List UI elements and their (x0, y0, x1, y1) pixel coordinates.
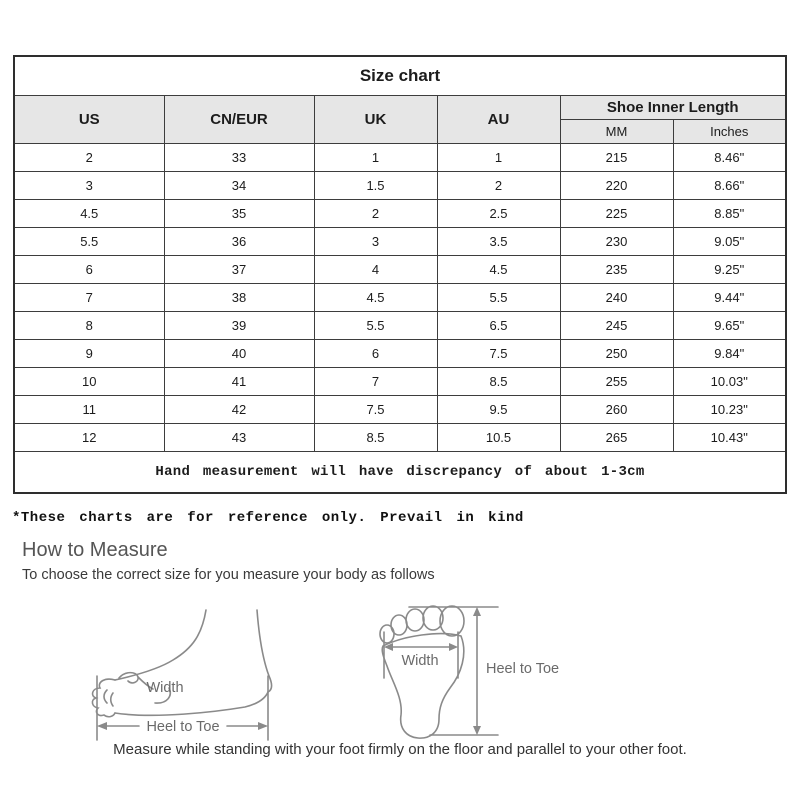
table-row (14, 368, 786, 396)
size-cell: 4.5 (437, 256, 560, 284)
size-cell: 9 (14, 340, 164, 368)
size-cell: 8.66" (673, 172, 786, 200)
size-cell: 8.5 (314, 424, 437, 452)
column-header-us: US (14, 96, 164, 144)
size-cell: 9.44" (673, 284, 786, 312)
width-arrowhead-right (449, 643, 458, 651)
size-cell: 10.03" (673, 368, 786, 396)
size-cell: 7.5 (437, 340, 560, 368)
size-cell: 10.43" (673, 424, 786, 452)
size-cell: 1 (314, 144, 437, 172)
column-header-cn-eur: CN/EUR (164, 96, 314, 144)
size-cell: 40 (164, 340, 314, 368)
heel-to-toe-label: Heel to Toe (146, 719, 220, 735)
size-chart-title: Size chart (14, 56, 786, 96)
size-cell: 230 (560, 228, 673, 256)
foot-side-sole-line (115, 692, 268, 715)
foot-top-big-toe (440, 606, 464, 636)
foot-side-toe-line-2 (111, 693, 113, 706)
size-cell: 37 (164, 256, 314, 284)
table-footnote-row (14, 452, 786, 494)
size-cell: 1.5 (314, 172, 437, 200)
size-cell: 3 (314, 228, 437, 256)
column-header-inches: Inches (673, 120, 786, 144)
column-header-shoe-inner-length: Shoe Inner Length (560, 96, 786, 120)
heel-to-toe-arrowhead-right (258, 722, 268, 730)
size-cell: 4.5 (314, 284, 437, 312)
size-chart-header-row (14, 96, 786, 120)
size-cell: 7 (314, 368, 437, 396)
size-cell: 225 (560, 200, 673, 228)
table-row (14, 200, 786, 228)
table-row (14, 228, 786, 256)
size-cell: 255 (560, 368, 673, 396)
size-cell: 2 (314, 200, 437, 228)
foot-top-toe-3 (406, 609, 424, 631)
size-cell: 8.85" (673, 200, 786, 228)
table-row (14, 284, 786, 312)
table-row (14, 424, 786, 452)
size-cell: 38 (164, 284, 314, 312)
size-cell: 36 (164, 228, 314, 256)
size-cell: 5.5 (14, 228, 164, 256)
size-cell: 10.5 (437, 424, 560, 452)
size-cell: 220 (560, 172, 673, 200)
size-cell: 8.5 (437, 368, 560, 396)
size-cell: 4 (314, 256, 437, 284)
size-cell: 245 (560, 312, 673, 340)
size-chart-table (13, 55, 787, 494)
size-cell: 7.5 (314, 396, 437, 424)
heel-to-toe-label: Heel to Toe (486, 661, 560, 677)
size-cell: 10.23" (673, 396, 786, 424)
table-row (14, 144, 786, 172)
size-cell: 265 (560, 424, 673, 452)
size-cell: 39 (164, 312, 314, 340)
size-cell: 3 (14, 172, 164, 200)
foot-top-pinky-toe (380, 625, 394, 643)
heel-to-toe-arrowhead-left (97, 722, 107, 730)
size-cell: 42 (164, 396, 314, 424)
size-cell: 9.05" (673, 228, 786, 256)
width-label: Width (146, 680, 184, 696)
table-row (14, 396, 786, 424)
size-cell: 9.84" (673, 340, 786, 368)
foot-side-diagram (85, 598, 285, 748)
size-cell: 215 (560, 144, 673, 172)
size-cell: 8.46" (673, 144, 786, 172)
size-cell: 4.5 (14, 200, 164, 228)
size-cell: 12 (14, 424, 164, 452)
size-cell: 43 (164, 424, 314, 452)
size-cell: 6 (14, 256, 164, 284)
foot-side-toe-line-1 (104, 690, 107, 703)
size-cell: 34 (164, 172, 314, 200)
size-cell: 5.5 (314, 312, 437, 340)
how-to-measure-heading: How to Measure (22, 539, 168, 561)
size-cell: 5.5 (437, 284, 560, 312)
size-cell: 9.5 (437, 396, 560, 424)
width-label: Width (401, 653, 439, 669)
reference-note: *These charts are for reference only. Prevail in kind (12, 510, 524, 526)
heel-to-toe-arrowhead-down (473, 726, 481, 735)
size-cell: 7 (14, 284, 164, 312)
size-cell: 10 (14, 368, 164, 396)
size-cell: 235 (560, 256, 673, 284)
size-cell: 33 (164, 144, 314, 172)
size-cell: 41 (164, 368, 314, 396)
column-header-mm: MM (560, 120, 673, 144)
foot-side-front-leg-line (115, 610, 206, 680)
foot-side-heel-line (257, 610, 272, 692)
measurement-discrepancy-note: Hand measurement will have discrepancy of about 1-3cm (14, 452, 786, 494)
size-cell: 240 (560, 284, 673, 312)
heel-to-toe-arrowhead-up (473, 607, 481, 616)
column-header-au: AU (437, 96, 560, 144)
size-cell: 35 (164, 200, 314, 228)
size-cell: 8 (14, 312, 164, 340)
size-cell: 9.25" (673, 256, 786, 284)
foot-top-diagram (378, 592, 588, 752)
how-to-measure-subheading: To choose the correct size for you measure your body as follows (22, 567, 435, 583)
size-cell: 260 (560, 396, 673, 424)
size-cell: 3.5 (437, 228, 560, 256)
size-cell: 2.5 (437, 200, 560, 228)
size-cell: 9.65" (673, 312, 786, 340)
size-cell: 2 (14, 144, 164, 172)
measurement-caption: Measure while standing with your foot firmly on the floor and parallel to your other foot. (113, 741, 687, 758)
size-cell: 1 (437, 144, 560, 172)
table-row (14, 340, 786, 368)
table-row (14, 256, 786, 284)
size-cell: 250 (560, 340, 673, 368)
size-chart-title-row (14, 56, 786, 96)
size-cell: 6.5 (437, 312, 560, 340)
size-cell: 11 (14, 396, 164, 424)
size-cell: 2 (437, 172, 560, 200)
table-row (14, 172, 786, 200)
size-cell: 6 (314, 340, 437, 368)
column-header-uk: UK (314, 96, 437, 144)
table-row (14, 312, 786, 340)
